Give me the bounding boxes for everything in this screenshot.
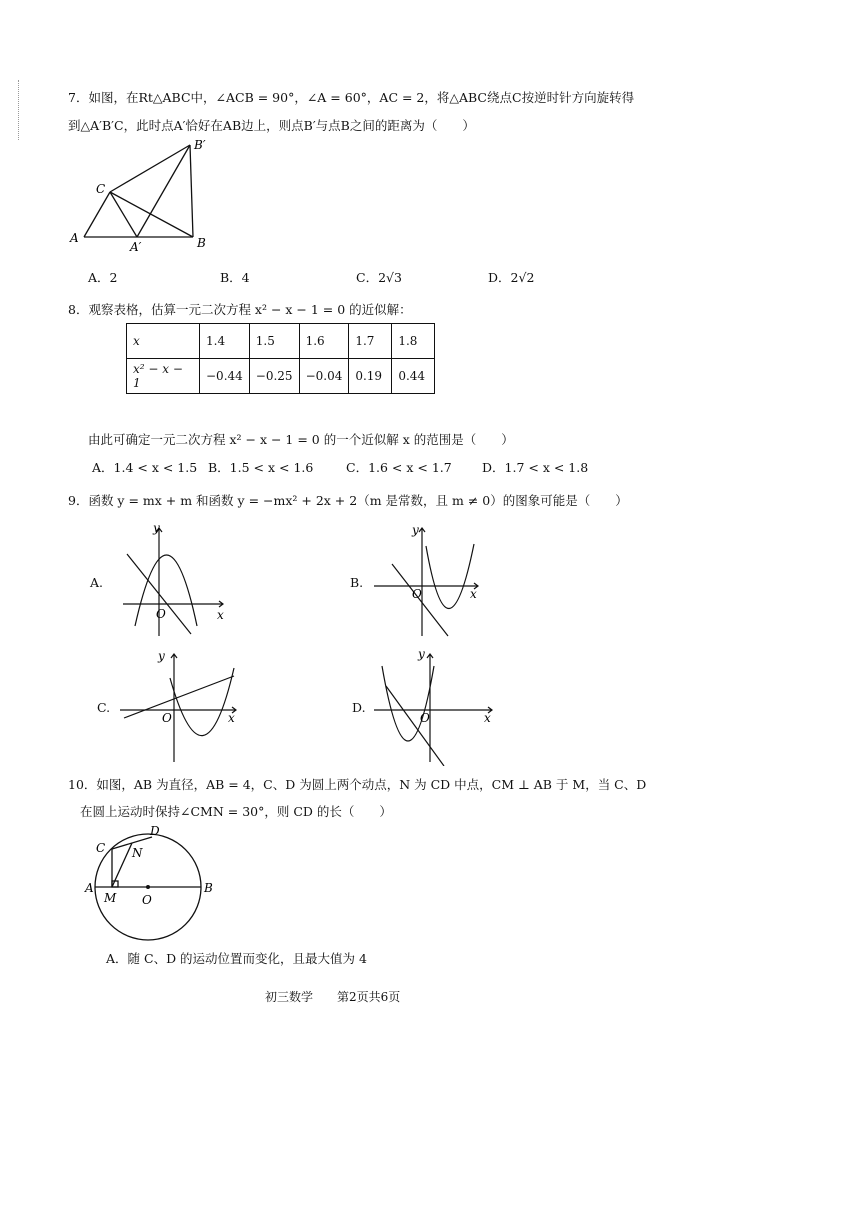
q7-label-a: A bbox=[70, 231, 79, 245]
q7-option-c[interactable]: C．2√3 bbox=[356, 270, 402, 285]
q9-option-a[interactable]: A. bbox=[90, 575, 104, 590]
q10-label-a: A bbox=[85, 881, 94, 895]
axis-x-label: x bbox=[228, 711, 235, 725]
axis-y-label: y bbox=[153, 522, 160, 535]
q10-option-a[interactable]: A．随 C、D 的运动位置而变化，且最大值为 4 bbox=[106, 951, 367, 966]
axis-y-label: y bbox=[158, 649, 165, 663]
table-cell: 1.5 bbox=[249, 324, 299, 359]
q9-option-b[interactable]: B. bbox=[350, 575, 364, 590]
axis-x-label: x bbox=[484, 711, 491, 725]
table-cell: −0.44 bbox=[200, 359, 250, 394]
q10-text-line1: 10．如图，AB 为直径，AB = 4，C、D 为圆上两个动点，N 为 CD 中点，CM ⊥ AB 于 M，当 C、D bbox=[68, 777, 647, 792]
table-header-expr: x² − x − 1 bbox=[127, 359, 200, 394]
q10-label-o: O bbox=[142, 893, 152, 907]
table-cell: −0.25 bbox=[249, 359, 299, 394]
q8-value-table bbox=[126, 323, 435, 394]
q7-label-b: B bbox=[197, 236, 206, 250]
q9-option-d[interactable]: D. bbox=[352, 700, 366, 715]
table-cell: 1.6 bbox=[299, 324, 349, 359]
q10-text-line2: 在圆上运动时保持∠CMN = 30°，则 CD 的长（ ） bbox=[80, 804, 392, 819]
axis-y-label: y bbox=[418, 648, 425, 661]
q10-label-c: C bbox=[96, 841, 106, 855]
origin-label: O bbox=[412, 587, 422, 601]
table-row bbox=[127, 359, 435, 394]
q8-option-b[interactable]: B．1.5 < x < 1.6 bbox=[208, 460, 314, 475]
q8-option-d[interactable]: D．1.7 < x < 1.8 bbox=[482, 460, 589, 475]
table-header-x: x bbox=[127, 324, 200, 359]
center-point bbox=[146, 885, 150, 889]
q7-option-a[interactable]: A．2 bbox=[88, 270, 118, 285]
q8-option-a[interactable]: A．1.4 < x < 1.5 bbox=[92, 460, 198, 475]
table-cell: 0.19 bbox=[349, 359, 392, 394]
origin-label: O bbox=[156, 607, 166, 621]
q10-label-b: B bbox=[204, 881, 213, 895]
q8-option-c[interactable]: C．1.6 < x < 1.7 bbox=[346, 460, 452, 475]
q10-figure bbox=[80, 822, 220, 942]
table-cell: 1.8 bbox=[392, 324, 435, 359]
q9-text-line1: 9．函数 y = mx + m 和函数 y = −mx² + 2x + 2（m 是常数，且 m ≠ 0）的图象可能是（ ） bbox=[68, 493, 628, 508]
q9-graph-d bbox=[372, 648, 496, 766]
q9-graph-c bbox=[118, 648, 242, 766]
axis-x-label: x bbox=[217, 608, 224, 622]
table-cell: 1.7 bbox=[349, 324, 392, 359]
q7-option-d[interactable]: D．2√2 bbox=[488, 270, 535, 285]
table-row bbox=[127, 324, 435, 359]
axis-x-label: x bbox=[470, 587, 477, 601]
q7-label-a-prime: A′ bbox=[130, 240, 142, 254]
q7-option-b[interactable]: B．4 bbox=[220, 270, 250, 285]
origin-label: O bbox=[162, 711, 172, 725]
q9-graph-a bbox=[115, 522, 235, 640]
q7-label-c: C bbox=[96, 182, 106, 196]
q8-text-line1: 8．观察表格，估算一元二次方程 x² − x − 1 = 0 的近似解： bbox=[68, 302, 412, 317]
q7-label-b-prime: B′ bbox=[194, 138, 206, 152]
q7-figure bbox=[60, 135, 220, 255]
q8-text-line2: 由此可确定一元二次方程 x² − x − 1 = 0 的一个近似解 x 的范围是（ ） bbox=[88, 432, 514, 447]
axis-y-label: y bbox=[412, 523, 419, 537]
table-cell: −0.04 bbox=[299, 359, 349, 394]
scan-edge-artifact bbox=[18, 80, 25, 140]
origin-label: O bbox=[420, 711, 430, 725]
q9-option-c[interactable]: C. bbox=[97, 700, 111, 715]
q10-label-d: D bbox=[150, 824, 160, 838]
page-footer: 初三数学 第2页共6页 bbox=[265, 990, 401, 1004]
q10-label-n: N bbox=[132, 846, 143, 860]
table-cell: 0.44 bbox=[392, 359, 435, 394]
q10-label-m: M bbox=[104, 891, 117, 905]
q9-graph-b bbox=[370, 522, 488, 640]
q7-text-line1: 7．如图，在Rt△ABC中，∠ACB = 90°，∠A = 60°，AC = 2，将△ABC绕点C按逆时针方向旋转得 bbox=[68, 90, 635, 105]
table-cell: 1.4 bbox=[200, 324, 250, 359]
q7-text-line2: 到△A′B′C，此时点A′恰好在AB边上，则点B′与点B之间的距离为（ ） bbox=[68, 118, 475, 133]
